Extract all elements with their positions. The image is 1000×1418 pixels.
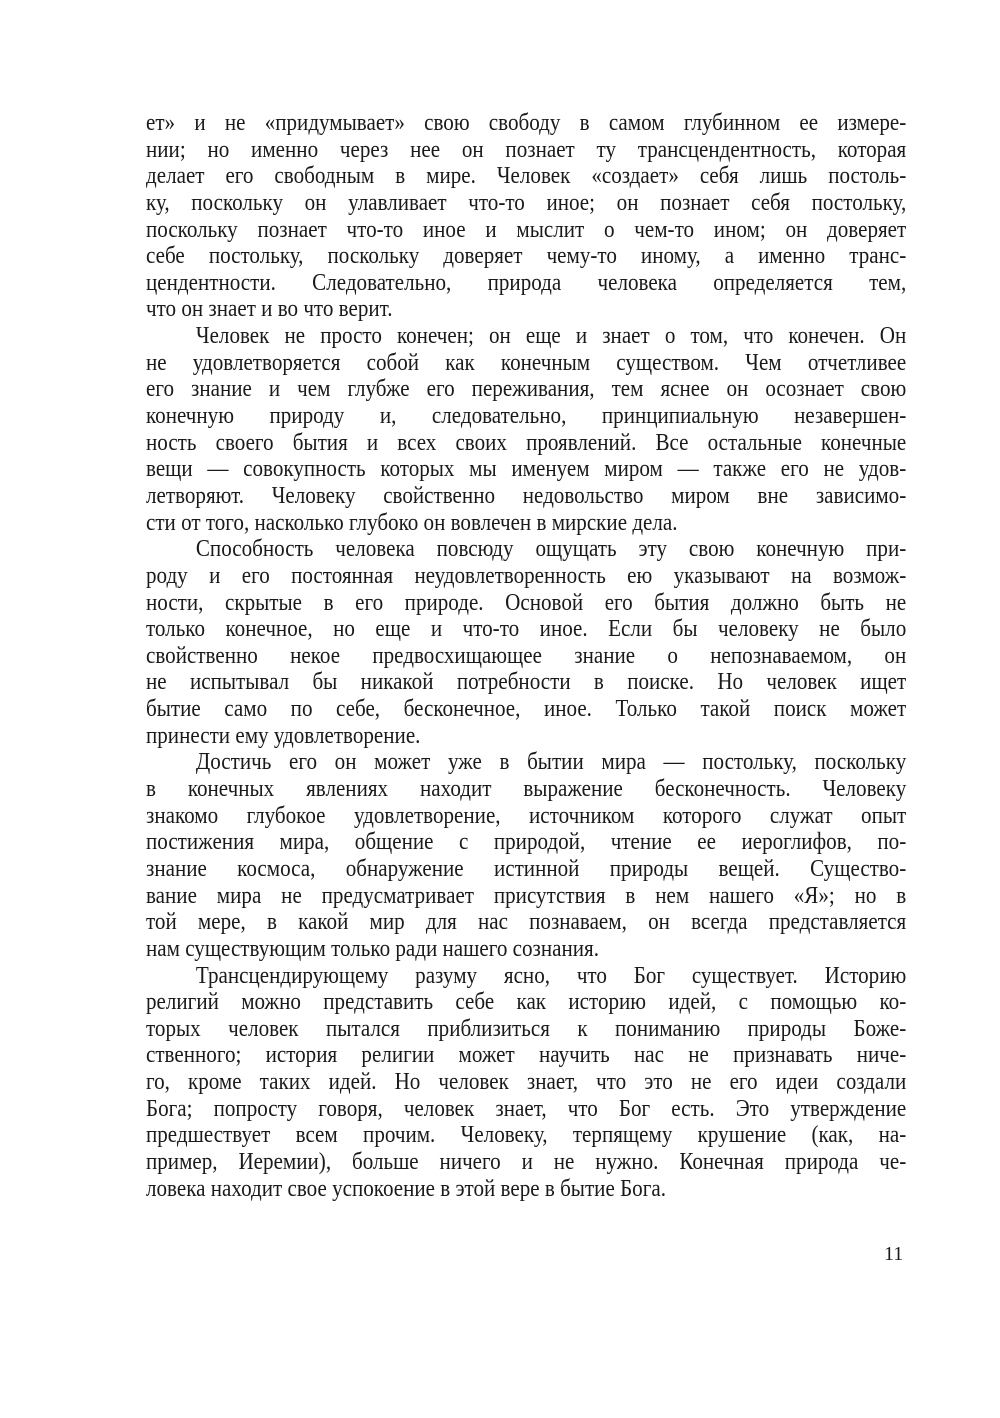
text-line: нам существующим только ради нашего сознания. xyxy=(146,934,600,962)
text-line: бытие само по себе, бесконечное, иное. Только такой поиск может xyxy=(146,695,907,723)
text-line: летворяют. Человеку свойственно недовольство миром вне зависимо- xyxy=(146,481,907,509)
paragraph-1 xyxy=(146,110,906,323)
text-line: знакомо глубокое удовлетворение, источником которого служат опыт xyxy=(146,801,907,829)
text-line: ловека находит свое успокоение в этой вере в бытие Бога. xyxy=(146,1174,666,1202)
text-line: свойственно некое предвосхищающее знание о непознаваемом, он xyxy=(146,641,907,669)
text-line: не испытывал бы никакой потребности в поиске. Но человек ищет xyxy=(146,668,907,696)
text-line: цендентности. Следовательно, природа человека определяется тем, xyxy=(146,268,907,296)
text-line: себе постольку, поскольку доверяет чему-то иному, а именно транс- xyxy=(146,242,907,270)
text-line: вание мира не предусматривает присутствия в нем нашего «Я»; но в xyxy=(146,881,907,909)
page-number: 11 xyxy=(884,1243,904,1265)
paragraph-4 xyxy=(146,749,906,962)
text-line: его знание и чем глубже его переживания, тем яснее он осознает свою xyxy=(146,375,907,403)
text-line: ет» и не «придумывает» свою свободу в самом глубинном ее измере- xyxy=(146,109,907,136)
text-line: что он знает и во что верит. xyxy=(146,295,393,323)
text-line: знание космоса, обнаружение истинной природы вещей. Существо- xyxy=(146,854,907,882)
text-line: принести ему удовлетворение. xyxy=(146,721,421,749)
text-line: Достичь его он может уже в бытии мира — постольку, поскольку xyxy=(195,748,907,776)
text-line: той мере, в какой мир для нас познаваем, он всегда представляется xyxy=(146,908,907,936)
paragraph-5 xyxy=(146,963,906,1203)
text-line: ственного; история религии может научить нас не признавать ниче- xyxy=(146,1041,907,1069)
text-line: сти от того, насколько глубоко он вовлечен в мирские дела. xyxy=(146,508,678,536)
text-line: конечную природу и, следовательно, принципиальную незавершен- xyxy=(146,402,907,430)
text-line: ность своего бытия и всех своих проявлений. Все остальные конечные xyxy=(146,428,907,456)
text-line: в конечных явлениях находит выражение бесконечность. Человеку xyxy=(146,775,907,803)
text-line: вещи — совокупность которых мы именуем миром — также его не удов- xyxy=(146,455,907,483)
text-line: Трансцендирующему разуму ясно, что Бог существует. Историю xyxy=(195,961,907,989)
text-line: торых человек пытался приблизиться к пониманию природы Боже- xyxy=(146,1014,907,1042)
text-line: ности, скрытые в его природе. Основой его бытия должно быть не xyxy=(146,588,907,616)
text-line: роду и его постоянная неудовлетворенность ею указывают на возмож- xyxy=(146,561,907,589)
text-line: религий можно представить себе как историю идей, с помощью ко- xyxy=(146,988,907,1016)
text-line: поскольку познает что-то иное и мыслит о чем-то ином; он доверяет xyxy=(146,215,907,243)
text-line: постижения мира, общение с природой, чтение ее иероглифов, по- xyxy=(146,828,907,856)
text-line: пример, Иеремии), больше ничего и не нужно. Конечная природа че- xyxy=(146,1147,907,1175)
text-line: только конечное, но еще и что-то иное. Если бы человеку не было xyxy=(146,615,907,643)
text-line: Бога; попросту говоря, человек знает, что Бог есть. Это утверждение xyxy=(146,1094,907,1122)
text-line: го, кроме таких идей. Но человек знает, что это не его идеи создали xyxy=(146,1068,907,1096)
body-text xyxy=(146,110,906,1202)
text-line: Способность человека повсюду ощущать эту свою конечную при- xyxy=(195,535,907,563)
text-line: Человек не просто конечен; он еще и знает о том, что конечен. Он xyxy=(195,322,907,350)
text-line: не удовлетворяется собой как конечным существом. Чем отчетливее xyxy=(146,348,907,376)
text-line: нии; но именно через нее он познает ту трансцендентность, которая xyxy=(146,135,907,163)
paragraph-2 xyxy=(146,323,906,536)
paragraph-3 xyxy=(146,536,906,749)
text-line: делает его свободным в мире. Человек «создает» себя лишь постоль- xyxy=(146,162,907,190)
text-line: ку, поскольку он улавливает что-то иное; он познает себя постольку, xyxy=(146,188,907,216)
text-line: предшествует всем прочим. Человеку, терпящему крушение (как, на- xyxy=(146,1121,907,1149)
